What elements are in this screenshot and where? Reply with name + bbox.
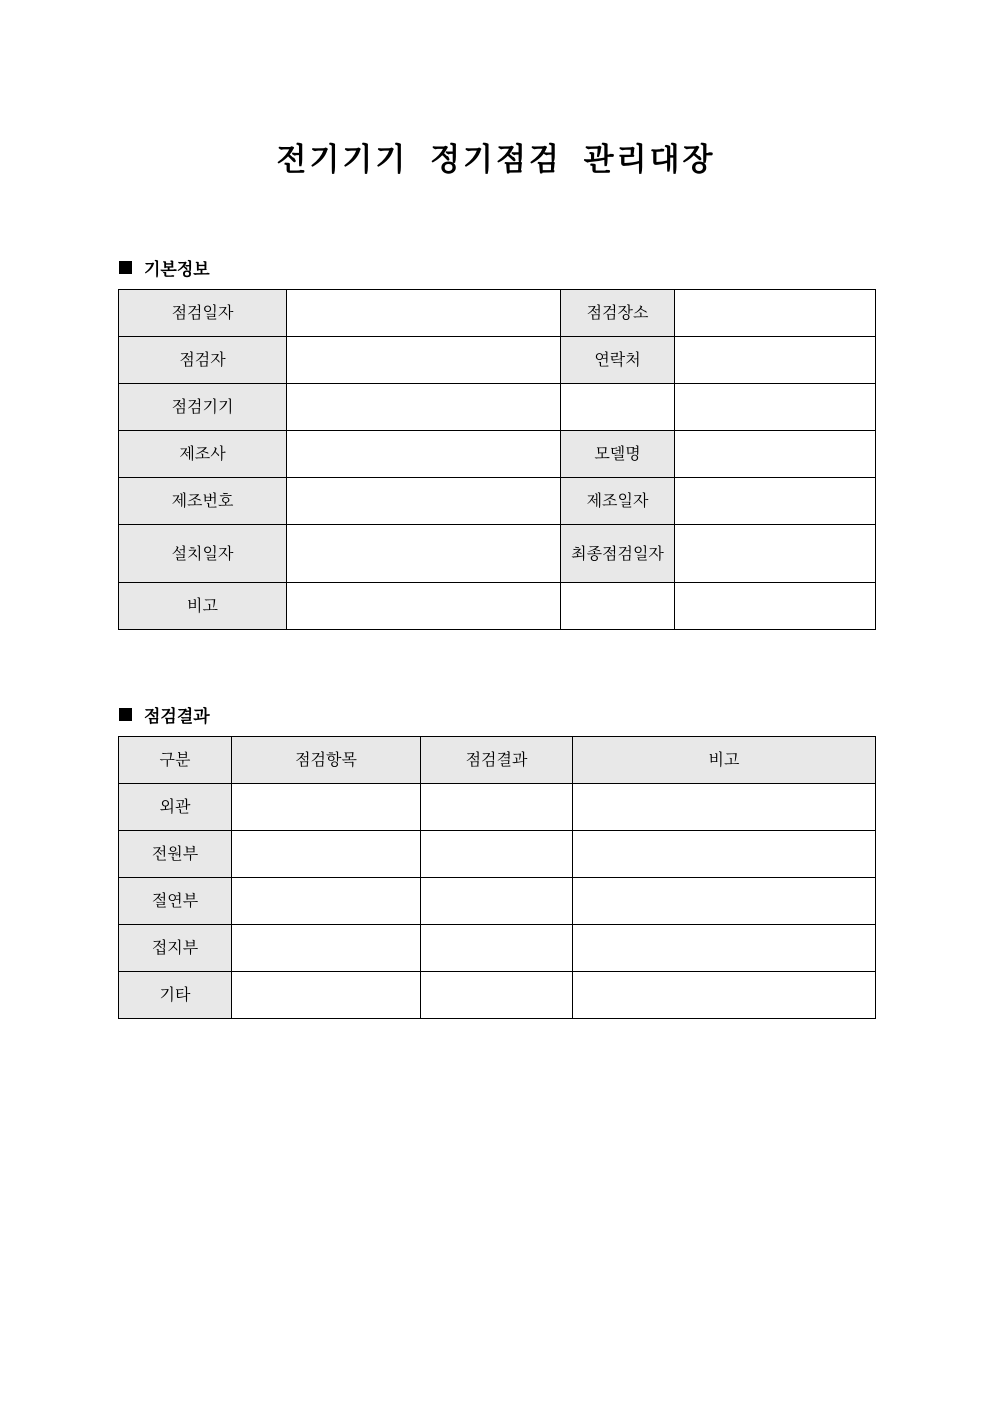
result-cell[interactable] (421, 878, 573, 925)
table-row (119, 878, 876, 925)
value-cell[interactable] (675, 290, 876, 337)
table-row (119, 431, 876, 478)
basic-info-table (118, 289, 876, 630)
value-cell[interactable] (287, 525, 561, 583)
inspection-result-heading (119, 702, 210, 727)
table-row (119, 925, 876, 972)
label-cell: 연락처 (561, 337, 675, 384)
note-cell[interactable] (573, 878, 876, 925)
note-cell[interactable] (573, 831, 876, 878)
value-cell[interactable] (287, 583, 561, 630)
item-cell[interactable] (232, 878, 421, 925)
column-header: 점검항목 (232, 737, 421, 784)
basic-info-heading-label: 기본정보 (144, 260, 210, 280)
item-cell[interactable] (232, 972, 421, 1019)
value-cell[interactable] (287, 290, 561, 337)
label-cell: 점검자 (119, 337, 287, 384)
value-cell[interactable] (675, 431, 876, 478)
item-cell[interactable] (232, 925, 421, 972)
result-cell[interactable] (421, 925, 573, 972)
table-row (119, 525, 876, 583)
table-row (119, 972, 876, 1019)
value-cell[interactable] (287, 384, 561, 431)
note-cell[interactable] (573, 925, 876, 972)
value-cell[interactable] (287, 337, 561, 384)
value-cell[interactable] (675, 337, 876, 384)
result-cell[interactable] (421, 972, 573, 1019)
item-cell[interactable] (232, 831, 421, 878)
category-cell: 접지부 (119, 925, 232, 972)
inspection-result-table (118, 736, 876, 1019)
label-cell: 비고 (119, 583, 287, 630)
basic-info-heading (119, 255, 210, 280)
column-header: 비고 (573, 737, 876, 784)
value-cell[interactable] (675, 525, 876, 583)
label-cell: 설치일자 (119, 525, 287, 583)
square-bullet-icon (119, 261, 132, 274)
category-cell: 외관 (119, 784, 232, 831)
category-cell: 기타 (119, 972, 232, 1019)
label-cell: 제조일자 (561, 478, 675, 525)
label-cell: 최종점검일자 (561, 525, 675, 583)
inspection-result-heading-label: 점검결과 (144, 707, 210, 727)
item-cell[interactable] (232, 784, 421, 831)
table-header-row (119, 737, 876, 784)
label-cell: 제조사 (119, 431, 287, 478)
value-cell[interactable] (675, 583, 876, 630)
value-cell[interactable] (561, 384, 675, 431)
category-cell: 전원부 (119, 831, 232, 878)
column-header: 구분 (119, 737, 232, 784)
label-cell: 제조번호 (119, 478, 287, 525)
column-header: 점검결과 (421, 737, 573, 784)
value-cell[interactable] (561, 583, 675, 630)
result-cell[interactable] (421, 831, 573, 878)
table-row (119, 337, 876, 384)
value-cell[interactable] (287, 431, 561, 478)
label-cell: 점검기기 (119, 384, 287, 431)
value-cell[interactable] (675, 478, 876, 525)
page-title: 전기기기 정기점검 관리대장 (276, 142, 716, 178)
note-cell[interactable] (573, 972, 876, 1019)
label-cell: 점검장소 (561, 290, 675, 337)
table-row (119, 384, 876, 431)
result-cell[interactable] (421, 784, 573, 831)
table-row (119, 784, 876, 831)
category-cell: 절연부 (119, 878, 232, 925)
value-cell[interactable] (675, 384, 876, 431)
table-row (119, 831, 876, 878)
square-bullet-icon (119, 708, 132, 721)
label-cell: 모델명 (561, 431, 675, 478)
table-row (119, 478, 876, 525)
value-cell[interactable] (287, 478, 561, 525)
note-cell[interactable] (573, 784, 876, 831)
table-row (119, 290, 876, 337)
table-row (119, 583, 876, 630)
label-cell: 점검일자 (119, 290, 287, 337)
